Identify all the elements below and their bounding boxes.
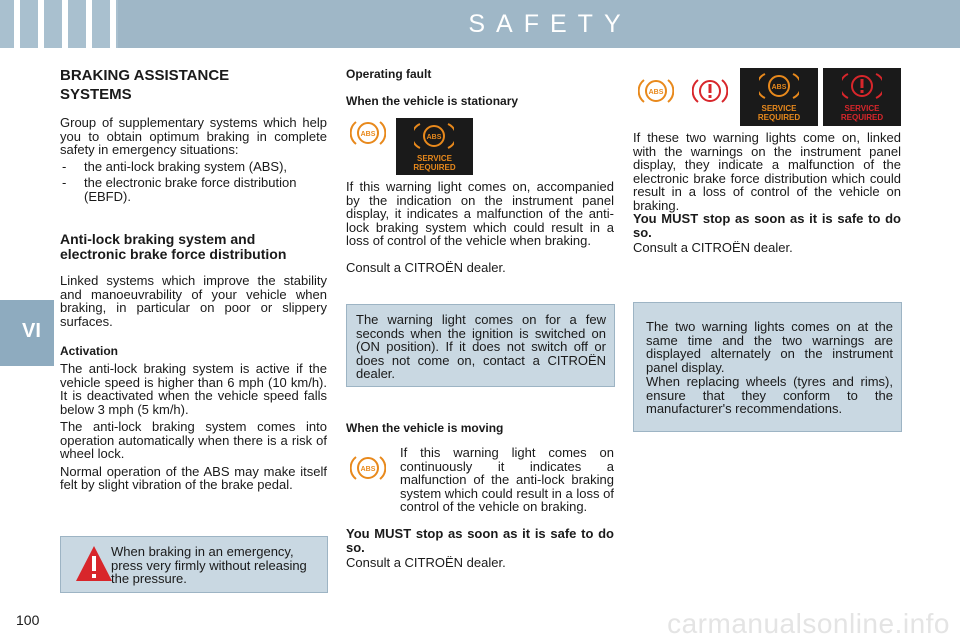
list-item: - the electronic brake force distribution (EBFD).: [62, 175, 297, 204]
abs-service-display: [396, 118, 473, 175]
page-title: SAFETY: [468, 10, 632, 38]
moving-heading: When the vehicle is moving: [346, 421, 504, 435]
service-required-text: SERVICE REQUIRED: [413, 154, 456, 172]
left-column: [60, 66, 327, 492]
chapter-tab[interactable]: [0, 300, 54, 366]
intro-text: Group of supplementary systems which help you to obtain optimum braking in complete safety in emergency situations:: [60, 115, 327, 157]
consult-dealer-text: Consult a CITROËN dealer.: [346, 260, 506, 275]
watermark: carmanualsonline.info: [667, 608, 950, 639]
operating-fault-heading: Operating fault: [346, 67, 432, 81]
svg-text:ABS: ABS: [360, 466, 376, 473]
list-item: - the anti-lock braking system (ABS),: [62, 158, 288, 174]
moving-text: If this warning light comes on continuously it indicates a malfunction of the anti-lock braking system which could result in a loss of control of the vehicle on braking.: [400, 445, 614, 514]
chapter-tab-label: VI: [22, 320, 41, 342]
stationary-heading: When the vehicle is stationary: [346, 94, 519, 108]
abs-icon: [759, 72, 799, 100]
subsection-heading: Anti-lock braking system and electronic brake force distribution: [60, 231, 287, 262]
ignition-note: [346, 304, 615, 387]
activation-heading: Activation: [60, 344, 119, 358]
consult-dealer-text: Consult a CITROËN dealer.: [346, 555, 506, 570]
svg-text:ABS: ABS: [360, 131, 376, 138]
page-number: 100: [16, 612, 40, 628]
systems-list: [60, 160, 327, 204]
svg-text:ABS: ABS: [648, 89, 664, 96]
service-required-text: SERVICE REQUIRED: [757, 104, 801, 122]
wheels-note: [633, 302, 902, 432]
activation-text: The anti-lock braking system comes into operation automatically when there is a risk of wheel lock.: [60, 419, 327, 461]
stationary-text: If this warning light comes on, accompanied by the indication on the instrument panel display, it indicates a malfunction of the anti-lock braking system which could result in a loss of control of the vehicle when braking.: [346, 179, 614, 248]
note-text: When braking in an emergency, press very firmly without releasing the pressure.: [111, 544, 307, 586]
header-bar: [0, 0, 960, 48]
brake-icon: [842, 72, 882, 100]
must-stop-text: You MUST stop as soon as it is safe to do so.: [633, 211, 901, 240]
section-heading: BRAKING ASSISTANCE SYSTEMS: [60, 67, 230, 103]
brake-service-display: [823, 68, 901, 126]
must-stop-text: You MUST stop as soon as it is safe to do so.: [346, 526, 614, 555]
abs-warning-icon: [350, 118, 386, 148]
service-required-text: SERVICE REQUIRED: [840, 104, 884, 122]
consult-dealer-text: Consult a CITROËN dealer.: [633, 240, 793, 255]
abs-warning-icon: [638, 76, 674, 106]
abs-icon: [414, 122, 454, 150]
brake-warning-icon: [692, 76, 728, 106]
svg-text:ABS: ABS: [426, 134, 442, 141]
activation-text: The anti-lock braking system is active if the vehicle speed is higher than 6 mph (10 km/h). It is deactivated when the vehicle speed falls below 3 mph (5 km/h).: [60, 361, 327, 417]
ebfd-text: If these two warning lights come on, linked with the warnings on the instrument panel display, they indicate a malfunction of the electronic brake force distribution which could result in a loss of control of the vehicle on braking.: [633, 130, 901, 213]
abs-service-display: [740, 68, 818, 126]
activation-text: Normal operation of the ABS may make itself felt by slight vibration of the brake pedal.: [60, 463, 327, 492]
warning-triangle-icon: [74, 544, 114, 584]
description-text: Linked systems which improve the stability and manoeuvrability of your vehicle when braking, in particular on poor or slippery surfaces.: [60, 273, 327, 329]
svg-text:ABS: ABS: [771, 84, 787, 91]
emergency-note: [60, 536, 328, 593]
note-text: When replacing wheels (tyres and rims), ensure that they conform to the manufacturer's recommendations.: [646, 374, 893, 416]
note-text: The warning light comes on for a few seconds when the ignition is switched on (ON position). If it does not switch off or does not come on, contact a CITROËN dealer.: [356, 312, 606, 381]
note-text: The two warning lights comes on at the same time and the two warnings are displayed alternately on the instrument panel display.: [646, 319, 893, 375]
